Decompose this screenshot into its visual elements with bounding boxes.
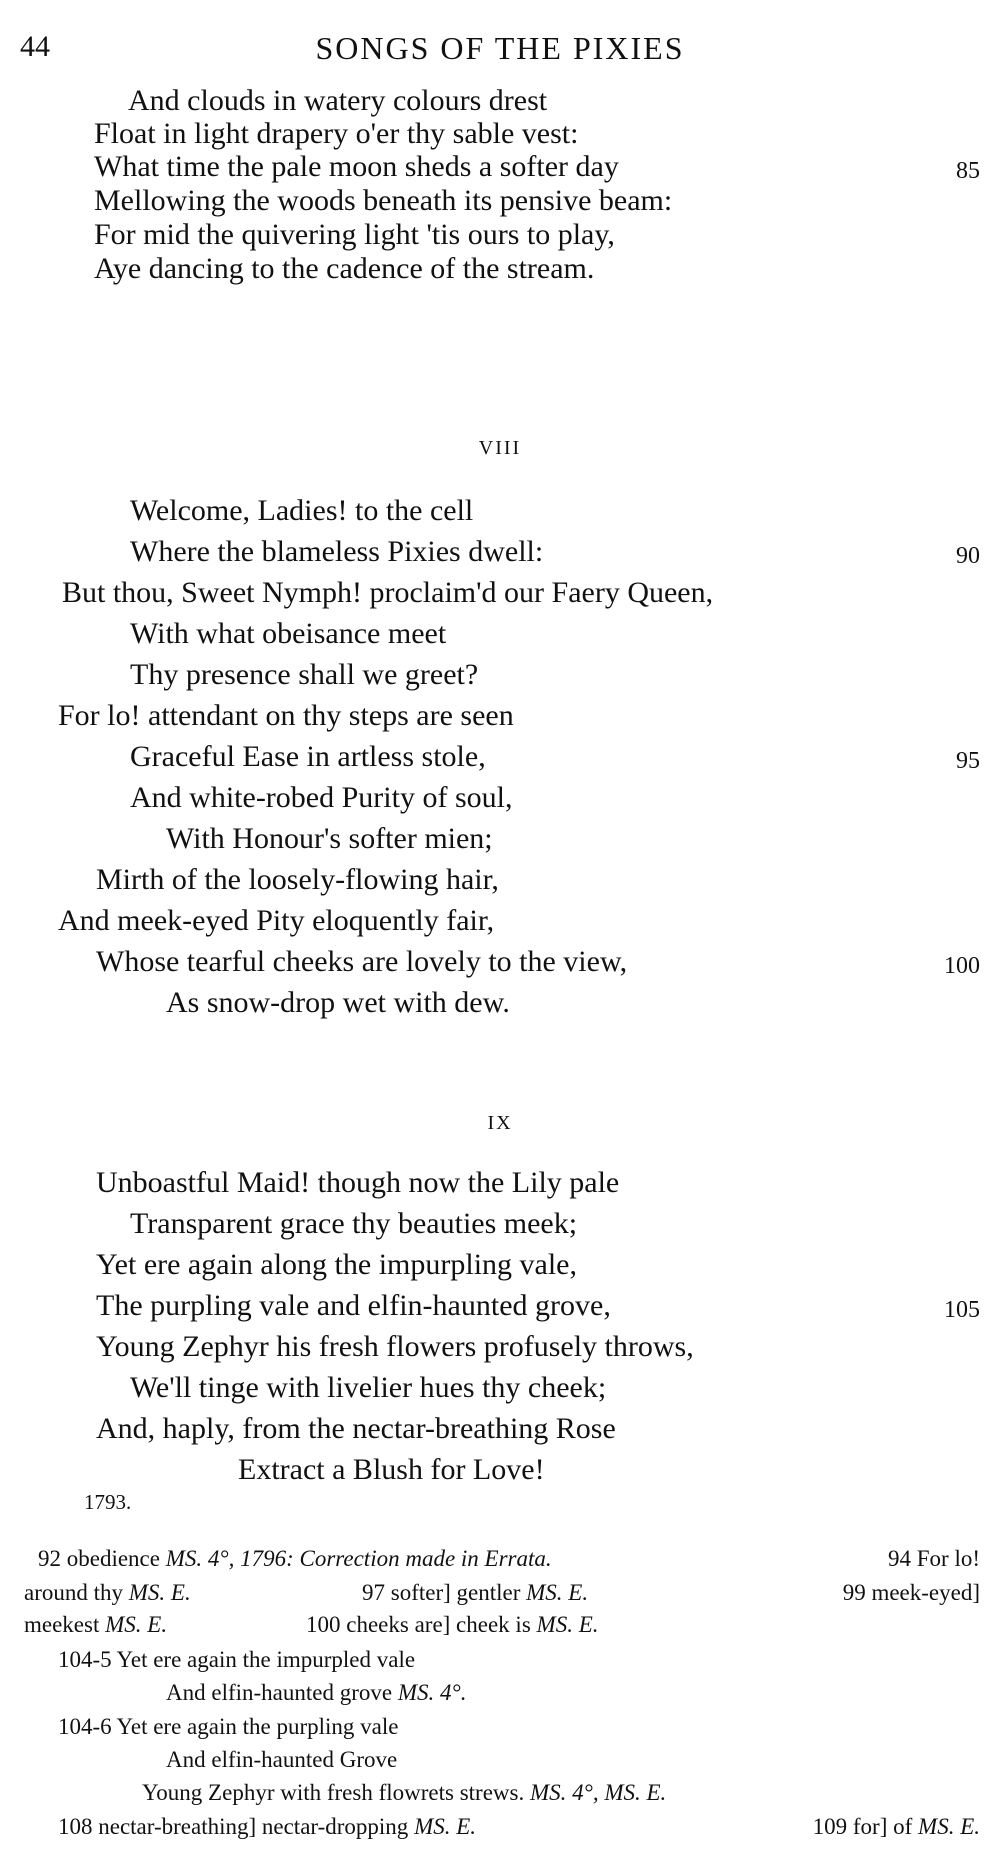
line-number: 100	[944, 953, 980, 979]
verse-line: Mellowing the woods beneath its pensive beam:	[94, 184, 673, 217]
verse-line: We'll tinge with livelier hues thy cheek;	[130, 1371, 607, 1404]
note-108: 108 nectar-breathing] nectar-dropping MS. E.	[58, 1814, 477, 1839]
verse-line: Yet ere again along the impurpling vale,	[96, 1248, 577, 1281]
verse-line: Whose tearful cheeks are lovely to the view,	[96, 945, 628, 978]
note-104-6: 104-6 Yet ere again the purpling vale	[58, 1714, 399, 1739]
verse-line: What time the pale moon sheds a softer day	[94, 150, 619, 183]
note-104-5-cont: And elfin-haunted grove MS. 4°.	[166, 1680, 467, 1705]
note-104-6-cont2: Young Zephyr with fresh flowrets strews. MS. 4°, MS. E.	[142, 1780, 667, 1805]
verse-line: And white-robed Purity of soul,	[130, 781, 513, 814]
verse-line: With what obeisance meet	[130, 617, 447, 650]
verse-line: Young Zephyr his fresh flowers profusely throws,	[96, 1330, 694, 1363]
verse-line: Extract a Blush for Love!	[238, 1453, 545, 1486]
verse-line: With Honour's softer mien;	[166, 822, 493, 855]
line-number: 105	[944, 1297, 980, 1323]
verse-line: Aye dancing to the cadence of the stream.	[94, 252, 595, 285]
verse-line: Thy presence shall we greet?	[130, 658, 479, 691]
line-number: 90	[956, 543, 980, 569]
running-title: SONGS OF THE PIXIES	[315, 30, 685, 66]
note-104-5: 104-5 Yet ere again the impurpled vale	[58, 1647, 416, 1672]
verse-line: Mirth of the loosely-flowing hair,	[96, 863, 499, 896]
verse-line: Unboastful Maid! though now the Lily pale	[96, 1166, 620, 1199]
verse-line: The purpling vale and elfin-haunted grove,	[96, 1289, 611, 1322]
note-109: 109 for] of MS. E.	[812, 1814, 980, 1839]
verse-line: And, haply, from the nectar-breathing Rose	[96, 1412, 616, 1445]
section-heading: IX	[487, 1112, 513, 1134]
verse-line: Where the blameless Pixies dwell:	[130, 535, 544, 568]
verse-line: And clouds in watery colours drest	[128, 84, 548, 117]
line-number: 95	[956, 748, 980, 774]
note-99-start: 99 meek-eyed]	[842, 1580, 980, 1605]
verse-line: Graceful Ease in artless stole,	[130, 740, 486, 773]
verse-line: Float in light drapery o'er thy sable vest:	[94, 117, 579, 150]
verse-line: For lo! attendant on thy steps are seen	[58, 699, 514, 732]
verse-line: As snow-drop wet with dew.	[166, 986, 510, 1019]
note-94-start: 94 For lo!	[888, 1546, 980, 1571]
section-heading: VIII	[478, 437, 522, 459]
note-104-6-cont: And elfin-haunted Grove	[166, 1747, 398, 1772]
note-92: 92 obedience MS. 4°, 1796: Correction made in Errata.	[38, 1546, 552, 1571]
verse-line: For mid the quivering light 'tis ours to play,	[94, 218, 615, 251]
note-99-end: meekest MS. E.	[24, 1612, 168, 1637]
note-94-end: around thy MS. E.	[24, 1580, 191, 1605]
verse-line: Welcome, Ladies! to the cell	[130, 494, 474, 527]
note-97: 97 softer] gentler MS. E.	[362, 1580, 589, 1605]
page-number: 44	[20, 30, 50, 63]
verse-line: And meek-eyed Pity eloquently fair,	[58, 904, 495, 937]
poem-date: 1793.	[84, 1490, 132, 1514]
verse-line: Transparent grace thy beauties meek;	[130, 1207, 578, 1240]
note-100: 100 cheeks are] cheek is MS. E.	[306, 1612, 599, 1637]
verse-line: But thou, Sweet Nymph! proclaim'd our Faery Queen,	[62, 576, 714, 609]
line-number: 85	[956, 158, 980, 184]
